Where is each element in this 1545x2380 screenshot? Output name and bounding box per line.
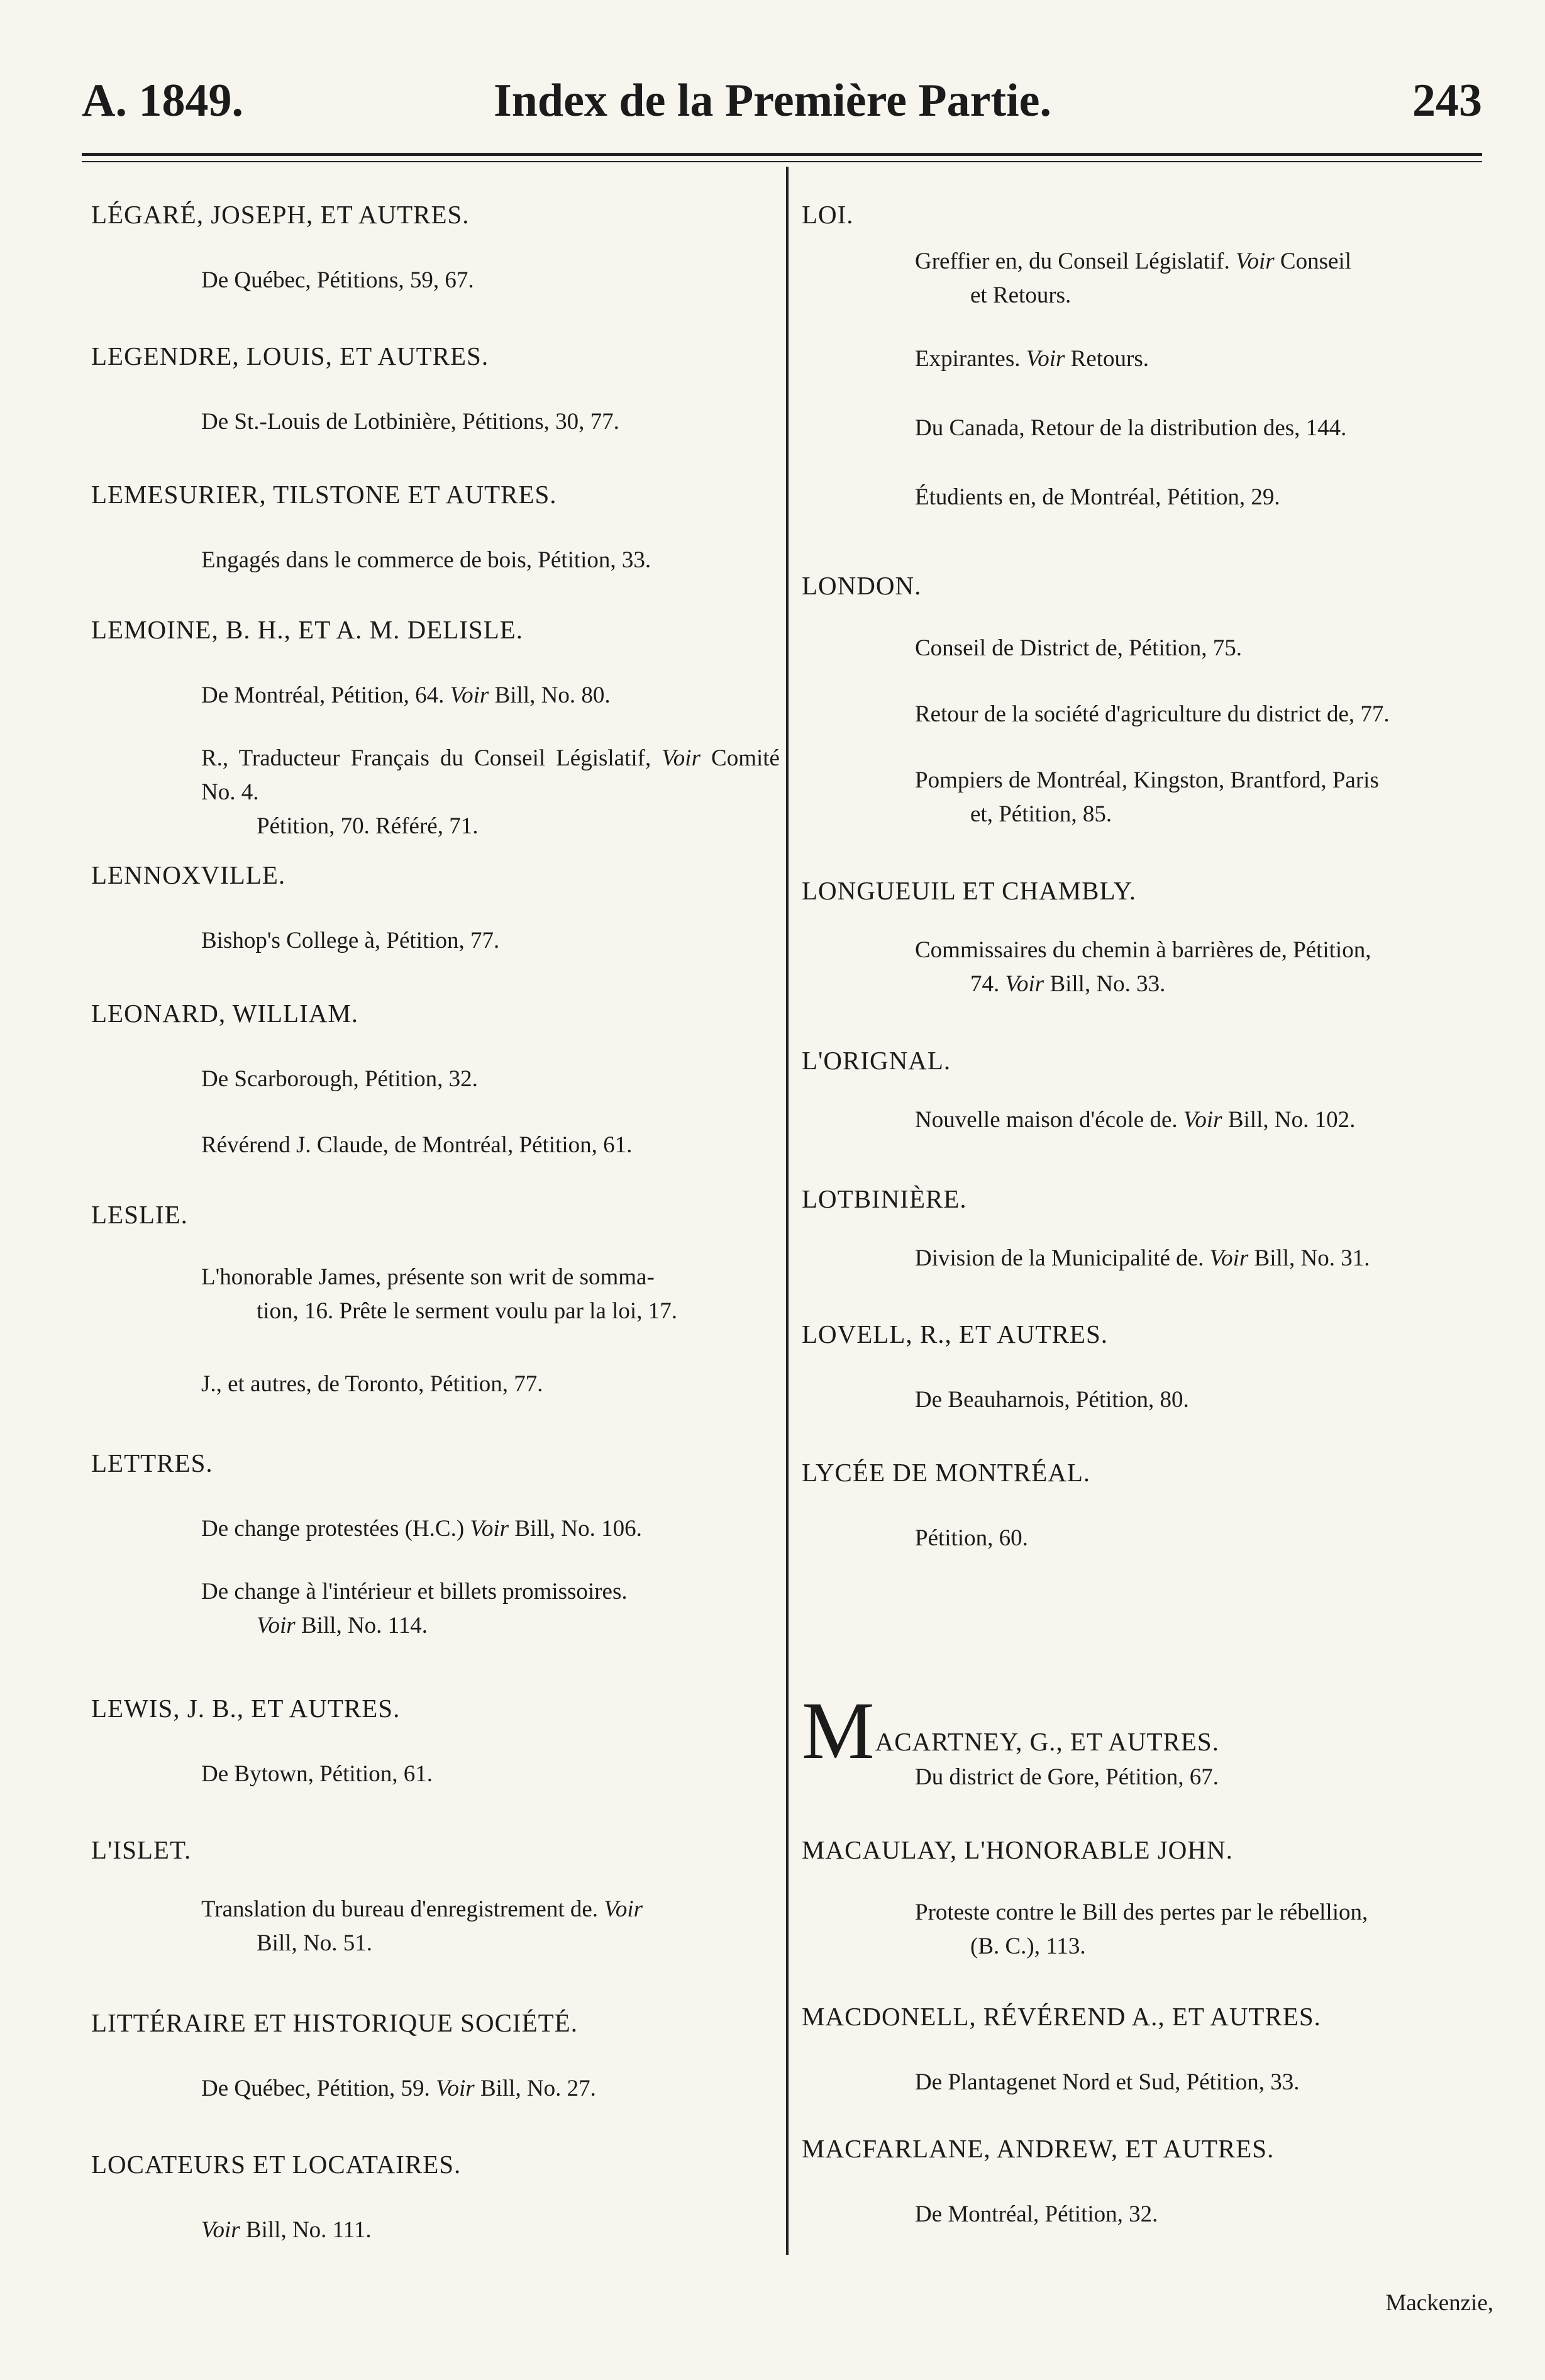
drop-cap: M	[802, 1686, 875, 1776]
index-heading	[802, 2001, 1321, 2032]
subentry-text: De Scarborough, Pétition, 32.	[201, 1066, 478, 1092]
index-subentry	[915, 698, 1500, 731]
page-header	[0, 0, 1545, 151]
index-subentry	[201, 1062, 780, 1096]
subentry-text: Du district de Gore, Pétition, 67.	[915, 1764, 1219, 1790]
index-subentry	[915, 2198, 1500, 2232]
index-heading	[802, 1319, 1108, 1349]
subentry-text: R., Traducteur Français du Conseil Législatif,	[201, 745, 651, 771]
index-subentry	[201, 742, 780, 843]
index-heading	[91, 1835, 191, 1865]
subentry-continuation: (B. C.), 113.	[970, 1933, 1086, 1959]
index-subentry	[915, 1760, 1500, 1794]
reference-target: Conseil	[1274, 248, 1351, 274]
index-subentry	[915, 1103, 1500, 1137]
subentry-text: Conseil de District de, Pétition, 75.	[915, 635, 1243, 661]
subentry-text: Bishop's College à, Pétition, 77.	[201, 928, 500, 954]
index-heading	[91, 860, 285, 890]
subentry-text: Retour de la société d'agriculture du district de, 77.	[915, 701, 1390, 727]
subentry-text: De St.-Louis de Lotbinière, Pétitions, 30, 77.	[201, 409, 619, 435]
reference-target: Bill, No. 106.	[509, 1516, 642, 1542]
index-heading	[802, 876, 1136, 906]
subentry-text: L'honorable James, présente son writ de somma-	[201, 1264, 655, 1290]
voir-reference: Voir	[662, 745, 701, 771]
subentry-text: De Bytown, Pétition, 61.	[201, 1761, 433, 1787]
subentry-text: De Québec, Pétitions, 59, 67.	[201, 267, 474, 293]
index-heading-text: MACDONELL, RÉVÉREND A., ET AUTRES.	[802, 2002, 1321, 2031]
subentry-text: De Beauharnois, Pétition, 80.	[915, 1387, 1189, 1413]
index-heading	[91, 1199, 188, 1230]
voir-reference: Voir	[257, 1613, 296, 1638]
index-heading	[91, 2149, 461, 2179]
index-heading-text: LEWIS, J. B., ET AUTRES.	[91, 1694, 401, 1723]
index-subentry	[915, 1383, 1500, 1417]
index-subentry	[915, 631, 1500, 665]
index-heading-text: L'ISLET.	[91, 1835, 192, 1864]
subentry-text: Engagés dans le commerce de bois, Pétition, 33.	[201, 547, 651, 573]
index-subentry	[915, 1896, 1500, 1964]
subentry-text: De Québec, Pétition, 59.	[201, 2076, 430, 2101]
index-subentry	[201, 264, 780, 298]
voir-reference: Voir	[604, 1896, 643, 1922]
index-subentry	[201, 1575, 780, 1643]
index-heading	[91, 199, 470, 230]
index-heading-text: L'ORIGNAL.	[802, 1046, 951, 1075]
subentry-text: Pompiers de Montréal, Kingston, Brantford, Paris	[915, 767, 1379, 793]
index-subentry	[201, 1128, 780, 1162]
index-subentry	[201, 924, 780, 958]
index-heading-text: LOI.	[802, 200, 854, 229]
index-heading-text: LEMOINE, B. H., ET A. M. DELISLE.	[91, 615, 524, 644]
index-heading	[91, 341, 489, 371]
subentry-text: Translation du bureau d'enregistrement de.	[201, 1896, 599, 1922]
index-heading	[802, 1686, 1219, 1776]
index-heading-text: LONGUEUIL ET CHAMBLY.	[802, 876, 1137, 905]
reference-target: Retours.	[1065, 346, 1149, 372]
subentry-text: Expirantes.	[915, 346, 1021, 372]
subentry-text: De change protestées (H.C.)	[201, 1516, 465, 1542]
subentry-continuation: Pétition, 70. Référé, 71.	[257, 813, 479, 839]
index-heading	[91, 479, 557, 509]
index-heading	[802, 199, 854, 230]
page-title: Index de la Première Partie.	[493, 75, 1052, 126]
voir-reference: Voir	[1235, 248, 1275, 274]
subentry-continuation: 74.	[970, 971, 1000, 997]
index-subentry	[201, 1757, 780, 1791]
subentry-text: Division de la Municipalité de.	[915, 1245, 1204, 1271]
index-heading-text: LÉGARÉ, JOSEPH, ET AUTRES.	[91, 200, 470, 229]
voir-reference: Voir	[470, 1516, 509, 1542]
subentry-continuation: tion, 16. Prête le serment voulu par la loi, 17.	[257, 1298, 677, 1324]
index-heading-text: LOVELL, R., ET AUTRES.	[802, 1320, 1109, 1348]
index-heading	[91, 2008, 578, 2038]
subentry-continuation: et, Pétition, 85.	[970, 801, 1112, 827]
reference-target: Bill, No. 27.	[474, 2076, 596, 2101]
index-subentry	[201, 1260, 780, 1328]
index-heading-text: LOTBINIÈRE.	[802, 1184, 967, 1213]
index-heading-text: LOCATEURS ET LOCATAIRES.	[91, 2150, 462, 2179]
subentry-text: Du Canada, Retour de la distribution des, 144.	[915, 415, 1347, 441]
index-heading	[91, 1693, 400, 1723]
page-number: 243	[1412, 75, 1482, 126]
reference-target: Bill, No. 33.	[1044, 971, 1166, 997]
year-label: A. 1849.	[82, 75, 243, 126]
index-heading	[91, 614, 523, 645]
index-heading-text: LEMESURIER, TILSTONE ET AUTRES.	[91, 480, 557, 509]
index-heading-text: LENNOXVILLE.	[91, 860, 286, 889]
index-subentry	[201, 2072, 780, 2106]
index-heading	[802, 570, 921, 601]
subentry-text: De Montréal, Pétition, 64.	[201, 682, 445, 708]
index-subentry	[915, 245, 1500, 313]
subentry-text: Commissaires du chemin à barrières de, Pétition,	[915, 937, 1371, 963]
index-heading-text: LETTRES.	[91, 1449, 213, 1477]
index-heading	[91, 998, 358, 1028]
catchword: Mackenzie,	[1385, 2290, 1493, 2316]
index-subentry	[915, 411, 1500, 445]
index-heading-text: LYCÉE DE MONTRÉAL.	[802, 1458, 1091, 1487]
subentry-text: De change à l'intérieur et billets promissoires.	[201, 1579, 628, 1604]
index-heading-text: MACAULAY, L'HONORABLE JOHN.	[802, 1835, 1233, 1864]
subentry-text: De Montréal, Pétition, 32.	[915, 2201, 1158, 2227]
subentry-text: Pétition, 60.	[915, 1525, 1028, 1551]
voir-reference: Voir	[1183, 1107, 1222, 1133]
subentry-continuation: et Retours.	[970, 282, 1072, 308]
index-subentry	[915, 2066, 1500, 2099]
voir-reference: Voir	[1005, 971, 1044, 997]
index-subentry	[915, 1242, 1500, 1276]
index-subentry	[201, 405, 780, 439]
subentry-text: Révérend J. Claude, de Montréal, Pétition, 61.	[201, 1132, 633, 1158]
index-heading-text: LONDON.	[802, 571, 922, 600]
subentry-continuation: Bill, No. 51.	[257, 1930, 372, 1956]
subentry-text: J., et autres, de Toronto, Pétition, 77.	[201, 1371, 543, 1397]
subentry-text: Proteste contre le Bill des pertes par le rébellion,	[915, 1899, 1368, 1925]
index-subentry	[915, 933, 1500, 1001]
reference-target: Bill, No. 80.	[489, 682, 611, 708]
voir-reference: Voir	[1209, 1245, 1249, 1271]
index-heading	[802, 2133, 1274, 2164]
index-subentry	[201, 1893, 780, 1960]
index-heading	[802, 1045, 951, 1076]
index-heading	[91, 1448, 213, 1478]
index-subentry	[201, 1367, 780, 1401]
index-subentry	[201, 679, 780, 713]
column-divider	[786, 167, 789, 2255]
reference-target: Bill, No. 114.	[295, 1613, 428, 1638]
index-heading-text: MACFARLANE, ANDREW, ET AUTRES.	[802, 2134, 1275, 2163]
index-heading	[802, 1835, 1233, 1865]
index-subentry	[915, 764, 1500, 831]
voir-reference: Voir	[436, 2076, 475, 2101]
index-subentry	[201, 1512, 780, 1546]
index-heading-text: LEGENDRE, LOUIS, ET AUTRES.	[91, 342, 489, 370]
index-heading-text: ACARTNEY, G., ET AUTRES.	[875, 1727, 1219, 1756]
index-heading-text: LITTÉRAIRE ET HISTORIQUE SOCIÉTÉ.	[91, 2008, 578, 2037]
index-heading	[802, 1184, 967, 1214]
reference-target: Bill, No. 31.	[1248, 1245, 1370, 1271]
subentry-text: Étudients en, de Montréal, Pétition, 29.	[915, 484, 1280, 510]
index-heading	[802, 1457, 1090, 1488]
reference-target: Bill, No. 111.	[240, 2217, 372, 2243]
index-subentry	[915, 342, 1500, 376]
reference-target: Bill, No. 102.	[1222, 1107, 1356, 1133]
subentry-text: Greffier en, du Conseil Législatif.	[915, 248, 1230, 274]
index-subentry	[915, 1521, 1500, 1555]
index-subentry	[201, 543, 780, 577]
subentry-text: De Plantagenet Nord et Sud, Pétition, 33.	[915, 2069, 1300, 2095]
index-subentry	[201, 2213, 780, 2247]
header-rule-thick	[82, 153, 1482, 156]
index-subentry	[915, 481, 1500, 514]
reference-target: Comité No. 4.	[201, 745, 780, 805]
subentry-text: Nouvelle maison d'école de.	[915, 1107, 1178, 1133]
voir-reference: Voir	[201, 2217, 240, 2243]
header-rule-thin	[82, 161, 1482, 162]
index-heading-text: LESLIE.	[91, 1200, 188, 1229]
voir-reference: Voir	[1026, 346, 1065, 372]
voir-reference: Voir	[450, 682, 489, 708]
index-heading-text: LEONARD, WILLIAM.	[91, 999, 359, 1028]
